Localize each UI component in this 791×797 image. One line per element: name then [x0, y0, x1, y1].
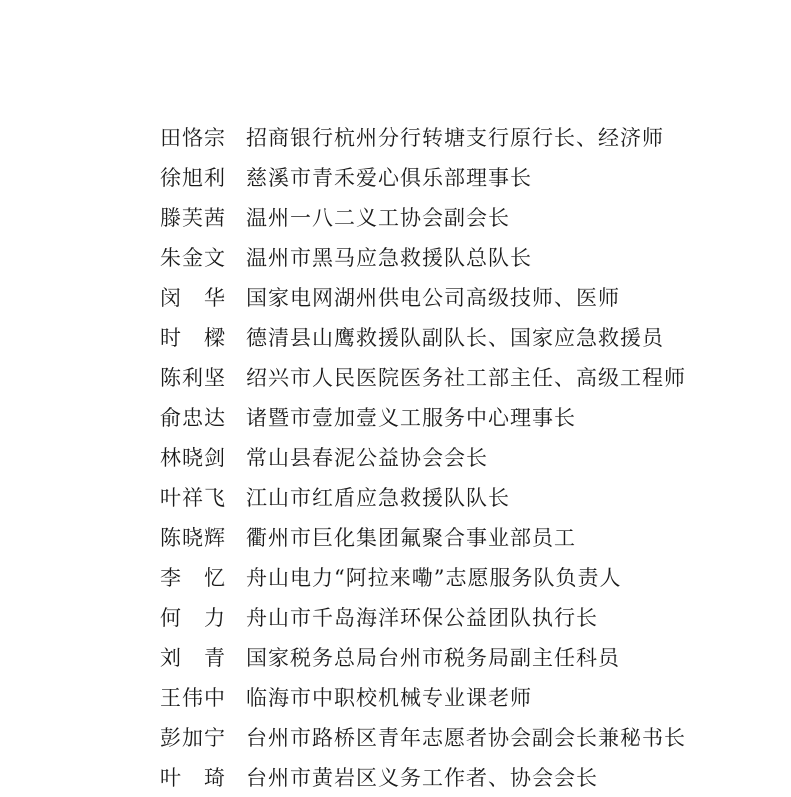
person-title: 诸暨市壹加壹义工服务中心理事长: [246, 406, 576, 430]
person-name: 何 力: [160, 606, 226, 630]
list-item: [160, 517, 686, 557]
person-title: 绍兴市人民医院医务社工部主任、高级工程师: [246, 366, 686, 390]
person-name: 田恪宗: [160, 126, 226, 150]
list-item: [160, 157, 686, 197]
list-item: [160, 717, 686, 757]
person-title: 招商银行杭州分行转塘支行原行长、经济师: [246, 126, 664, 150]
list-item: [160, 117, 686, 157]
list-item: [160, 197, 686, 237]
person-name: 林晓剑: [160, 446, 226, 470]
person-name: 王伟中: [160, 686, 226, 710]
list-item: [160, 477, 686, 517]
list-item: [160, 757, 686, 797]
person-title: 温州市黑马应急救援队总队长: [246, 246, 532, 270]
person-title: 德清县山鹰救援队副队长、国家应急救援员: [246, 326, 664, 350]
person-name: 李 忆: [160, 566, 226, 590]
person-name: 滕芙茜: [160, 206, 226, 230]
person-name: 朱金文: [160, 246, 226, 270]
person-title: 温州一八二义工协会副会长: [246, 206, 510, 230]
person-name: 徐旭利: [160, 166, 226, 190]
person-name: 闵 华: [160, 286, 226, 310]
list-item: [160, 437, 686, 477]
list-item: [160, 597, 686, 637]
list-item: [160, 317, 686, 357]
person-title: 台州市路桥区青年志愿者协会副会长兼秘书长: [246, 726, 686, 750]
honoree-list: [160, 117, 686, 797]
person-name: 陈利坚: [160, 366, 226, 390]
person-name: 彭加宁: [160, 726, 226, 750]
person-name: 刘 青: [160, 646, 226, 670]
list-item: [160, 397, 686, 437]
list-item: [160, 677, 686, 717]
person-name: 俞忠达: [160, 406, 226, 430]
list-item: [160, 357, 686, 397]
list-item: [160, 637, 686, 677]
person-title: 临海市中职校机械专业课老师: [246, 686, 532, 710]
person-title: 舟山市千岛海洋环保公益团队执行长: [246, 606, 598, 630]
person-name: 叶 琦: [160, 766, 226, 790]
person-title: 台州市黄岩区义务工作者、协会会长: [246, 766, 598, 790]
person-title: 舟山电力“阿拉来嘞”志愿服务队负责人: [246, 566, 622, 590]
person-title: 江山市红盾应急救援队队长: [246, 486, 510, 510]
list-item: [160, 557, 686, 597]
list-item: [160, 237, 686, 277]
person-name: 叶祥飞: [160, 486, 226, 510]
person-title: 常山县春泥公益协会会长: [246, 446, 488, 470]
person-title: 国家税务总局台州市税务局副主任科员: [246, 646, 620, 670]
person-title: 慈溪市青禾爱心俱乐部理事长: [246, 166, 532, 190]
person-name: 时 樑: [160, 326, 226, 350]
person-name: 陈晓辉: [160, 526, 226, 550]
person-title: 国家电网湖州供电公司高级技师、医师: [246, 286, 620, 310]
list-item: [160, 277, 686, 317]
person-title: 衢州市巨化集团氟聚合事业部员工: [246, 526, 576, 550]
